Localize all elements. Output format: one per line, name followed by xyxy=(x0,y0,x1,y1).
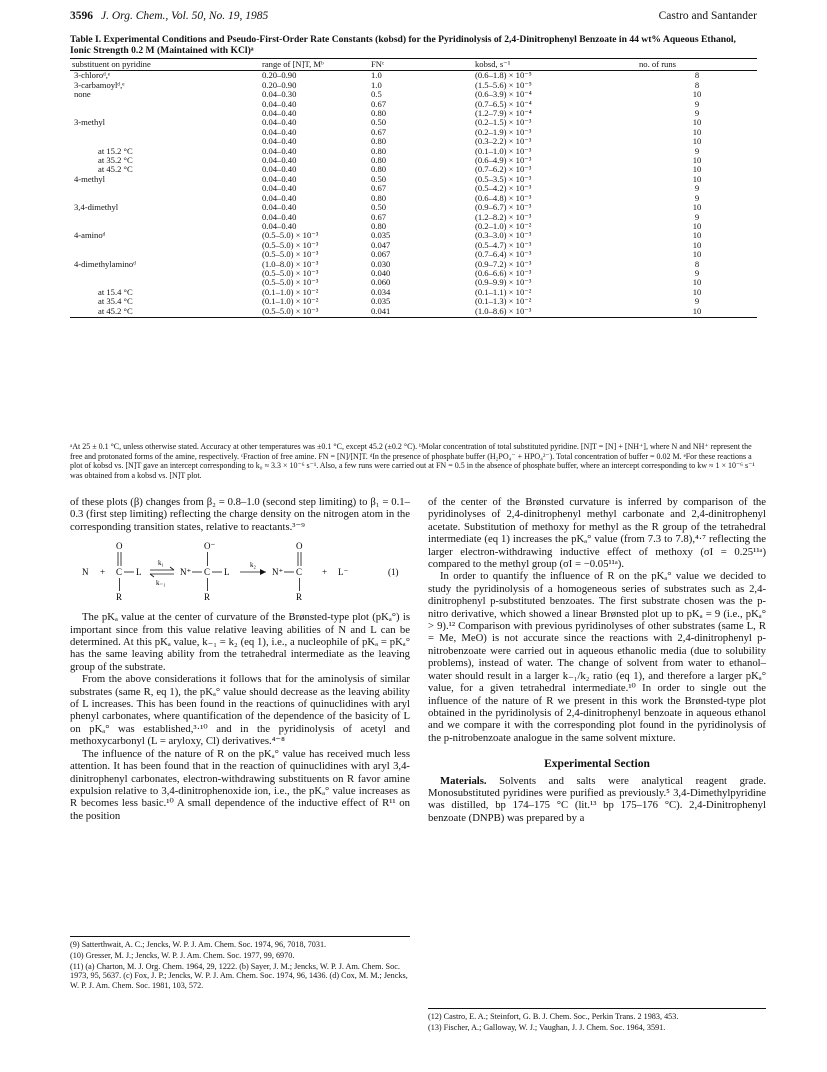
table-cell: 0.67 xyxy=(371,183,387,194)
scheme-k-minus-1: k₋₁ xyxy=(156,579,166,588)
table-cell: 4-aminoᵈ xyxy=(74,230,106,241)
table-cell: 0.80 xyxy=(371,145,387,156)
table-cell xyxy=(70,269,260,278)
table-cell: at 35.4 °C xyxy=(98,296,133,307)
reference: (13) Fischer, A.; Galloway, W. J.; Vaughan, J. J. Chem. Soc. 1964, 3591. xyxy=(428,1022,666,1032)
paragraph: of these plots (β) changes from β₂ = 0.8–1.0 (second step limiting) to β₁ = 0.1–0.3 (first step limiting) reflecting the charge density on the nitrogen atom in the corresponding transition states, relative to reactants.³⁻⁹ xyxy=(70,496,410,533)
table-cell: (1.0–8.0) × 10⁻³ xyxy=(262,258,319,269)
table-cell: 0.04–0.40 xyxy=(262,98,297,109)
table-cell: (0.6–1.8) × 10⁻⁵ xyxy=(475,70,532,81)
column-header: FNᶜ xyxy=(369,59,473,71)
table-row xyxy=(70,71,757,81)
table-row xyxy=(70,260,757,269)
scheme-product-o: O xyxy=(296,541,303,552)
table-cell: (0.9–7.2) × 10⁻³ xyxy=(475,258,532,269)
table-cell: 10 xyxy=(692,126,702,137)
scheme-product-c: C xyxy=(296,567,303,578)
table-cell: (0.3–3.0) × 10⁻³ xyxy=(475,230,532,241)
table-cell xyxy=(70,100,260,109)
table-cell: 10 xyxy=(637,307,757,318)
arrowhead xyxy=(150,574,154,577)
table-cell: (0.2–1.0) × 10⁻² xyxy=(475,220,532,231)
table-cell: 1.0 xyxy=(371,70,382,81)
table-cell: 0.04–0.40 xyxy=(262,126,297,137)
references-left xyxy=(70,936,410,992)
scheme-oxygen: O xyxy=(116,541,123,552)
table-cell: (0.5–3.5) × 10⁻³ xyxy=(475,173,532,184)
table-cell xyxy=(70,213,260,222)
table-cell: 10 xyxy=(692,277,702,288)
table-cell: 9 xyxy=(694,183,700,194)
reference: (10) Gresser, M. J.; Jencks, W. P. J. Am. Chem. Soc. 1977, 99, 6970. xyxy=(70,950,295,960)
table-row xyxy=(70,241,757,250)
table-cell: 8 xyxy=(694,258,700,269)
reference: (11) (a) Charton, M. J. Org. Chem. 1964, 29, 1222. (b) Sayer, J. M.; Jencks, W. P. J. Am. Chem. Soc. 1973, 95, 5637. (c) Fox, J. P.; Jencks, W. P. J. Am. Chem. Soc. 1974, 96, 1436. (d) Cox, M. M.; Jencks, W. P. J. Am. Chem. Soc. 1981, 103, 572. xyxy=(70,961,408,991)
table-cell: 9 xyxy=(694,296,700,307)
table-cell xyxy=(70,241,260,250)
table-cell: 3-methyl xyxy=(74,117,106,128)
reference: (9) Satterthwait, A. C.; Jencks, W. P. J. Am. Chem. Soc. 1974, 96, 7018, 7031. xyxy=(70,940,327,949)
table-cell: 10 xyxy=(692,89,702,100)
table-cell: 10 xyxy=(692,230,702,241)
table-cell: at 15.4 °C xyxy=(98,286,133,297)
scheme-leaving-anion: L⁻ xyxy=(338,567,349,578)
table-row xyxy=(70,250,757,259)
scheme-intermediate-o: O⁻ xyxy=(204,541,216,552)
table-row xyxy=(70,297,757,306)
paragraph: In order to quantify the influence of R on the pKₐ° value we decided to study the pyridinolysis of a homogeneous series of substrates such as 2,4-dinitrophenyl p-substituted benzoates. The first substrate chosen was the p-nitro derivative, which showed a linear Brønsted plot up to pKₐ = 9 (i.e., pKₐ° > 9).¹² Comparison with previous pyridinolyses of other substrates (same L, R = Me, MeO) is not accurate since the reactions with 2,4-dinitrophenyl p-nitrobenzoate were carried out in aqueous ethanolic media (due to solubility problems), instead of water. The change of solvent from water to ethanol–water should result in a larger k₋₁/k₂ ratio (eq 1), and therefore a larger pKₐ° value, for a given tetrahedral intermediate.¹⁰ In order to single out the influence of the nature of R we present in this work the Brønsted-type plot obtained in the pyridinolysis of 2,4-dinitrophenyl benzoate in aqueous ethanol and we compare it with the corresponding plot found in the pyridinolysis of the p-nitrobenzoate analogue in the same solvent mixture. xyxy=(428,570,766,744)
table-cell: 10 xyxy=(692,117,702,128)
table-cell: 0.50 xyxy=(371,173,387,184)
table-cell: 0.04–0.40 xyxy=(262,164,297,175)
table-cell: (0.1–1.0) × 10⁻³ xyxy=(475,145,532,156)
equation-number: (1) xyxy=(388,567,399,578)
table-cell: (0.5–5.0) × 10⁻³ xyxy=(262,230,319,241)
table-cell: (0.2–1.9) × 10⁻³ xyxy=(475,126,532,137)
table-row xyxy=(70,307,757,318)
table-cell: 9 xyxy=(694,98,700,109)
references-right xyxy=(428,1008,766,1034)
table-row xyxy=(70,175,757,184)
scheme-carbon: C xyxy=(116,567,123,578)
table-cell: 9 xyxy=(694,192,700,203)
table-cell: 0.035 xyxy=(371,296,391,307)
table-cell: 9 xyxy=(694,211,700,222)
table-cell: 10 xyxy=(692,202,702,213)
paragraph xyxy=(428,775,766,825)
scheme-intermediate-c: C xyxy=(204,567,211,578)
scheme-leaving-group: L xyxy=(136,567,142,578)
table-row xyxy=(70,213,757,222)
table-cell: 10 xyxy=(692,164,702,175)
table-cell: (0.6–3.9) × 10⁻⁴ xyxy=(475,89,532,100)
table-cell: 0.04–0.40 xyxy=(262,192,297,203)
table-container xyxy=(70,58,757,318)
page-number: 3596 xyxy=(70,10,93,22)
table-row xyxy=(70,118,757,127)
arrowhead xyxy=(260,569,266,575)
table-cell: 10 xyxy=(692,239,702,250)
table-cell: 1.0 xyxy=(371,79,382,90)
run-in-heading: Materials. xyxy=(440,774,487,787)
table-header-row xyxy=(70,59,757,71)
table-cell: 9 xyxy=(694,267,700,278)
table-cell: (0.7–6.5) × 10⁻⁴ xyxy=(475,98,532,109)
table-cell: 0.047 xyxy=(371,239,391,250)
table-cell: 0.80 xyxy=(371,155,387,166)
reaction-scheme-svg xyxy=(70,539,410,603)
scheme-plus: + xyxy=(100,567,106,578)
table-cell: 0.04–0.40 xyxy=(262,220,297,231)
table-cell: 10 xyxy=(692,136,702,147)
table-cell: (0.3–2.2) × 10⁻³ xyxy=(475,136,532,147)
table-row xyxy=(70,231,757,240)
scheme-intermediate-r: R xyxy=(204,592,211,603)
table-cell: 9 xyxy=(694,145,700,156)
table-cell: 0.5 xyxy=(371,89,382,100)
scheme-product-n: N⁺ xyxy=(272,567,284,578)
scheme-k1: k₁ xyxy=(158,559,164,568)
table-cell: (0.9–9.9) × 10⁻³ xyxy=(475,277,532,288)
table-cell: 0.035 xyxy=(371,230,391,241)
reference: (12) Castro, E. A.; Steinfort, G. B. J. Chem. Soc., Perkin Trans. 2 1983, 453. xyxy=(428,1012,679,1021)
table-row xyxy=(70,288,757,297)
table-cell: 0.04–0.30 xyxy=(262,89,297,100)
table-cell: (0.7–6.2) × 10⁻³ xyxy=(475,164,532,175)
table-footnotes xyxy=(70,442,757,480)
table-cell: 4-methyl xyxy=(74,173,106,184)
column-header: substituent on pyridine xyxy=(70,59,260,71)
table-cell: 0.04–0.40 xyxy=(262,202,297,213)
table-cell: 8 xyxy=(694,79,700,90)
column-header: range of [N]T, Mᵇ xyxy=(260,59,369,71)
table-cell: (0.1–1.3) × 10⁻² xyxy=(475,296,532,307)
table-cell: 0.20–0.90 xyxy=(262,70,297,81)
table-body xyxy=(70,71,757,318)
scheme-r-group: R xyxy=(116,592,123,603)
table-cell: (0.1–1.0) × 10⁻² xyxy=(262,286,319,297)
reaction-scheme xyxy=(70,539,410,603)
table-cell xyxy=(70,184,260,193)
table-cell: (0.5–4.2) × 10⁻³ xyxy=(475,183,532,194)
table-cell: (0.6–4.8) × 10⁻³ xyxy=(475,192,532,203)
table-cell: 0.67 xyxy=(371,98,387,109)
right-column xyxy=(428,496,766,824)
table-cell: 0.04–0.40 xyxy=(262,117,297,128)
table-row xyxy=(70,222,757,231)
table-row xyxy=(70,81,757,90)
journal-citation: J. Org. Chem., Vol. 50, No. 19, 1985 xyxy=(101,10,269,22)
table-cell: 0.20–0.90 xyxy=(262,79,297,90)
table-cell: 0.04–0.40 xyxy=(262,183,297,194)
header-authors: Castro and Santander xyxy=(658,10,757,22)
section-heading: Experimental Section xyxy=(544,758,650,771)
table-cell: 0.041 xyxy=(369,307,473,318)
scheme-k2: k₂ xyxy=(250,561,256,570)
table-cell: 0.034 xyxy=(371,286,391,297)
table-row xyxy=(70,137,757,146)
table-cell: 0.04–0.40 xyxy=(262,211,297,222)
table-cell: (0.5–4.7) × 10⁻³ xyxy=(475,239,532,250)
table-row xyxy=(70,109,757,118)
table-cell: 0.04–0.40 xyxy=(262,155,297,166)
table-cell: (0.6–6.6) × 10⁻³ xyxy=(475,267,532,278)
table-cell: 0.67 xyxy=(371,126,387,137)
table-cell: 0.80 xyxy=(371,136,387,147)
table-head xyxy=(70,59,757,71)
paragraph: of the center of the Brønsted curvature is inferred by comparison of the pyridinolyses of 2,4-dinitrophenyl methyl carbonate and 2,4-dinitrophenyl acetate. Substitution of methoxy for methyl as the R group of the tetrahedral intermediate (eq 1) increases the pKₐ° value (from 7.3 to 7.8),⁴·⁷ reflecting the larger electron-withdrawing inductive effect of methoxy (σI = 0.25¹¹ᵃ) compared to the methyl group (σI = −0.05¹¹ᵃ). xyxy=(428,496,766,571)
table-caption: Table I. Experimental Conditions and Pseudo-First-Order Rate Constants (kobsd) for the Pyridinolysis of 2,4-Dinitrophenyl Benzoate in 44 wt% Aqueous Ethanol, Ionic Strength 0.2 M (Maintained with KCl)ᵃ xyxy=(70,34,736,56)
table-cell: 10 xyxy=(692,286,702,297)
table-cell: (1.5–5.6) × 10⁻⁵ xyxy=(475,79,532,90)
data-table xyxy=(70,58,757,318)
table-cell: (1.0–8.6) × 10⁻³ xyxy=(473,307,637,318)
table-row xyxy=(70,100,757,109)
table-cell: 9 xyxy=(694,108,700,119)
table-cell xyxy=(70,128,260,137)
table-cell: (0.5–5.0) × 10⁻³ xyxy=(262,267,319,278)
table-cell: (0.6–4.9) × 10⁻³ xyxy=(475,155,532,166)
scheme-intermediate-l: L xyxy=(224,567,230,578)
table-cell: (0.1–1.1) × 10⁻² xyxy=(475,286,532,297)
arrowhead xyxy=(170,567,174,570)
table-row xyxy=(70,269,757,278)
table-row xyxy=(70,194,757,203)
table-cell: 0.50 xyxy=(371,202,387,213)
table-row xyxy=(70,184,757,193)
table-cell: 0.80 xyxy=(371,192,387,203)
table-cell: 0.04–0.40 xyxy=(262,136,297,147)
table-cell: (0.5–5.0) × 10⁻³ xyxy=(262,277,319,288)
table-cell: 0.04–0.40 xyxy=(262,108,297,119)
table-cell: 8 xyxy=(694,70,700,81)
table-cell: 0.80 xyxy=(371,108,387,119)
table-cell: 10 xyxy=(692,173,702,184)
table-cell: 10 xyxy=(692,155,702,166)
scheme-amine: N xyxy=(82,567,89,578)
table-cell: 0.80 xyxy=(371,220,387,231)
table-cell: (1.2–7.9) × 10⁻⁴ xyxy=(475,108,532,119)
table-cell: 0.50 xyxy=(371,117,387,128)
table-cell: at 45.2 °C xyxy=(98,164,133,175)
table-cell: at 45.2 °C xyxy=(70,307,260,318)
table-cell: 0.030 xyxy=(371,258,391,269)
table-row xyxy=(70,165,757,174)
table-cell: 4-dimethylaminoᵈ xyxy=(74,258,136,269)
page-header xyxy=(70,10,757,26)
column-header: kobsd, s⁻¹ xyxy=(473,59,637,71)
table-row xyxy=(70,128,757,137)
table-cell: at 35.2 °C xyxy=(98,155,133,166)
table-row xyxy=(70,203,757,212)
table-row xyxy=(70,278,757,287)
scheme-product-r: R xyxy=(296,592,303,603)
table-cell: (1.2–8.2) × 10⁻³ xyxy=(475,211,532,222)
table-cell: (0.2–1.5) × 10⁻³ xyxy=(475,117,532,128)
table-row xyxy=(70,147,757,156)
table-cell: 0.060 xyxy=(371,277,391,288)
left-column xyxy=(70,496,410,822)
table-row xyxy=(70,90,757,99)
table-cell: (0.9–6.7) × 10⁻³ xyxy=(475,202,532,213)
table-cell: 3,4-dimethyl xyxy=(74,202,119,213)
table-cell: 0.067 xyxy=(371,249,391,260)
paragraph: The influence of the nature of R on the pKₐ° value has received much less attention. It has been found that in the reaction of quinuclidines with aryl 3,4-dinitrophenyl carbonates, electron-withdrawing substituents on R favor amine expulsion relative to 3,4-dinitrophenoxide ion, i.e., the pKₐ° value increases as R becomes less basic.¹⁰ A small dependence of the inductive effect of R¹¹ on the position xyxy=(70,747,410,822)
table-cell: (0.7–6.4) × 10⁻³ xyxy=(475,249,532,260)
table-row xyxy=(70,156,757,165)
paragraph: The pKₐ value at the center of curvature of the Brønsted-type plot (pKₐ°) is important since from this value relative leaving abilities of N and L can be determined. At this pKₐ value, k₋₁ = k₂ (eq 1), i.e., a nucleophile of pKₐ = pKₐ° has the same leaving ability from the tetrahedral intermediate as the leaving group of the substrate. xyxy=(70,611,410,673)
paragraph: From the above considerations it follows that for the aminolysis of similar substrates (same R, eq 1), the pKₐ° value should decrease as the leaving ability of L increases. This has been found in the reactions of quinuclidines with aryl phenyl carbonates, where quantification of the dependence of the basicity of L on pKₐ° was established,³·¹⁰ and in the pyridinolysis of acetyl and methoxycarbonyl (L = aryloxy, Cl) derivatives.⁴⁻⁸ xyxy=(70,673,410,748)
table-cell: 3-carbamoylᵈ,ᵉ xyxy=(74,79,125,90)
materials-text: Solvents and salts were analytical reagent grade. Monosubstituted pyridines were purified as previously.⁵ 3,4-Dimethylpyridine was distilled, bp 174–175 °C (lit.¹³ bp 175–176 °C). 2,4-Dinitrophenyl benzoate (DNPB) was prepared by a xyxy=(428,774,766,824)
table-cell: (0.1–1.0) × 10⁻² xyxy=(262,296,319,307)
table-cell: (0.5–5.0) × 10⁻³ xyxy=(262,239,319,250)
table-footnote: ᵃAt 25 ± 0.1 °C, unless otherwise stated. Accuracy at other temperatures was ±0.1 °C, except 45.2 (±0.2 °C). ᵇMolar concentration of total substituted pyridine. [N]T = [N] + [NH⁺], where N and NH⁺ represent the free and protonated forms of the amine, respectively. ᶜFraction of free amine. FN = [N]/[N]T. ᵈIn the presence of phosphate buffer (H₂PO₄⁻ + HPO₄²⁻). Total concentration of buffer = 0.02 M. ᵉFor these reactions a plot of kobsd vs. [N]T gave an intercept corresponding to k₀ ≈ 3.3 × 10⁻⁶ s⁻¹. Also, a few runs were carried out at FN = 0.5 in the absence of phosphate buffer, where an intercept corresponding to kw ≈ 1 × 10⁻⁶ s⁻¹ was obtained from a kobsd vs. [N]T plot. xyxy=(70,442,755,480)
table-cell: 10 xyxy=(692,220,702,231)
table-cell: 0.80 xyxy=(371,164,387,175)
table-cell: 0.040 xyxy=(371,267,391,278)
table-cell: 10 xyxy=(692,249,702,260)
table-cell: (0.5–5.0) × 10⁻³ xyxy=(262,249,319,260)
table-cell: 3-chloroᵈ,ᵉ xyxy=(74,70,111,81)
scheme-intermediate-n: N⁺ xyxy=(180,567,192,578)
header-left xyxy=(70,10,268,22)
table-cell: 0.04–0.40 xyxy=(262,145,297,156)
table-cell: 0.04–0.40 xyxy=(262,173,297,184)
table-cell: (0.5–5.0) × 10⁻³ xyxy=(260,307,369,318)
scheme-plus: + xyxy=(322,567,328,578)
column-header: no. of runs xyxy=(637,59,757,71)
table-cell: none xyxy=(74,89,91,100)
table-cell: 0.67 xyxy=(371,211,387,222)
table-cell: at 15.2 °C xyxy=(98,145,133,156)
